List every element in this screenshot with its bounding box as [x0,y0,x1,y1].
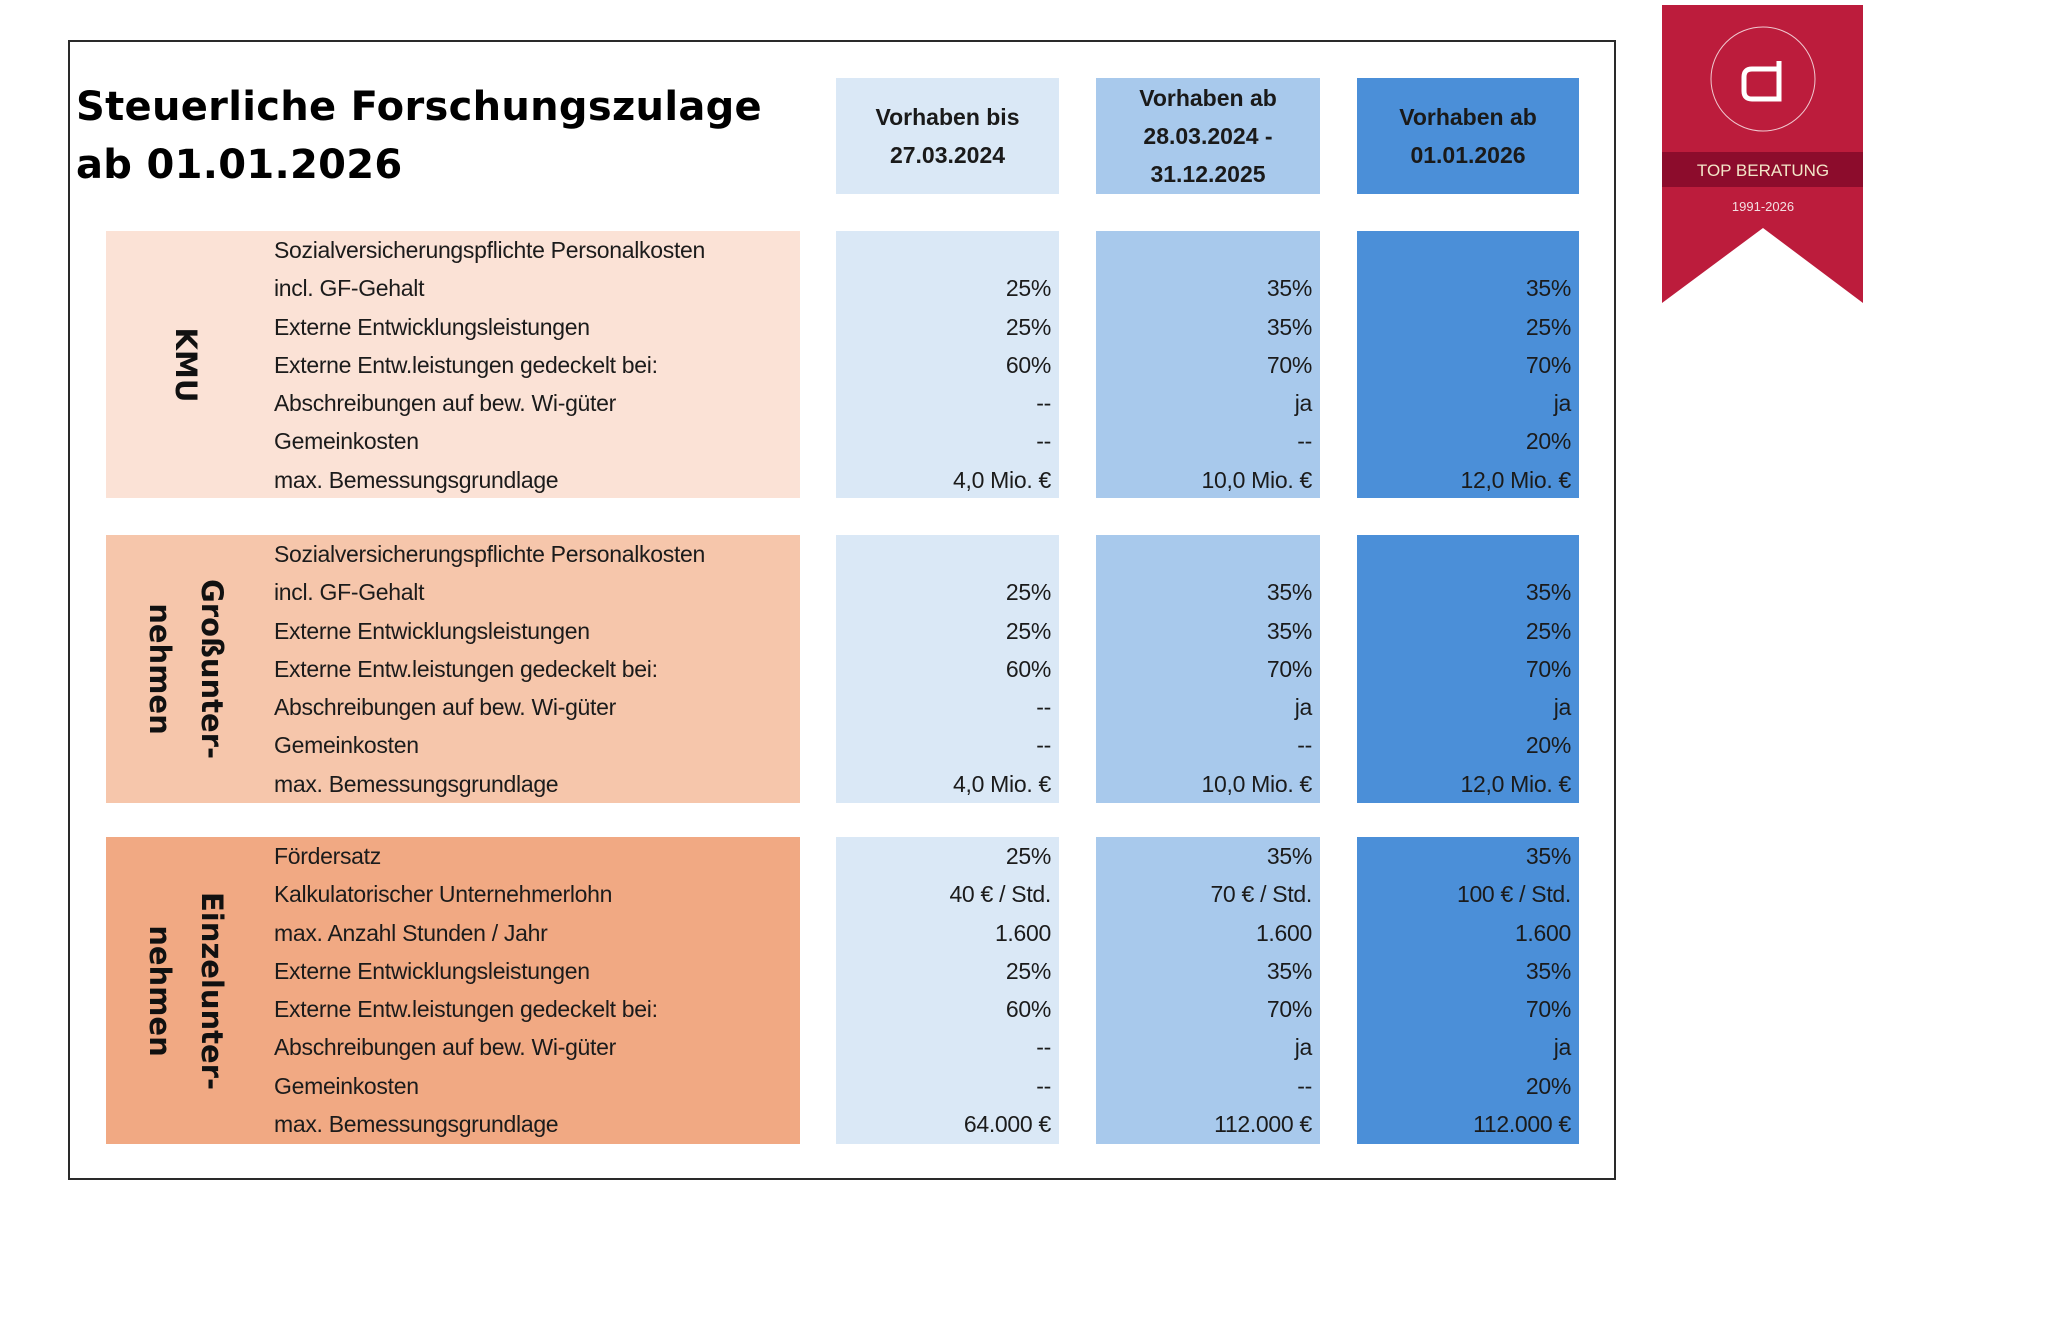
table-cell: 1.600 [1514,919,1571,946]
value-column-3 [1357,837,1579,1144]
row-label: Abschreibungen auf bew. Wi-güter [274,390,616,417]
table-cell: ja [1553,694,1571,721]
group-label-line: nehmen [143,924,177,1057]
table-cell: 60% [1005,655,1051,682]
table-cell: 70% [1525,351,1571,378]
header-line: 28.03.2024 - [1143,123,1273,149]
table-cell: 40 € / Std. [949,881,1051,908]
table-cell: 100 € / Std. [1456,881,1571,908]
row-label: Gemeinkosten [274,732,419,759]
table-cell [1096,535,1312,573]
table-cell: 35% [1266,843,1312,869]
table-cell: 112.000 € [1473,1111,1571,1138]
row-label: incl. GF-Gehalt [274,579,425,606]
table-cell: 35% [1266,617,1312,644]
group-label-rotated [134,891,238,1089]
row-label: Kalkulatorischer Unternehmerlohn [274,881,613,908]
table-cell: 4,0 Mio. € [953,770,1051,797]
table-cell: -- [1297,1072,1312,1099]
table-cell: -- [1297,428,1312,455]
group-label [106,837,266,1144]
group-label-line: Einzelunter- [195,891,229,1090]
row-label: max. Bemessungsgrundlage [274,466,559,493]
header-line: 01.01.2026 [1410,142,1526,168]
table-cell: 10,0 Mio. € [1201,466,1312,493]
table-cell: 1.600 [1255,919,1312,946]
table-cell: ja [1553,1034,1571,1061]
badge-band-text: TOP BERATUNG [1696,161,1830,180]
table-cell [836,231,1051,269]
row-label: Externe Entwicklungsleistungen [274,313,590,340]
row-label: Gemeinkosten [274,428,419,455]
table-cell: -- [1036,694,1051,721]
table-cell: 64.000 € [963,1111,1051,1138]
table-cell: 20% [1525,732,1571,759]
table-cell: 25% [1525,313,1571,340]
table-cell: 70% [1525,996,1571,1023]
row-label: Abschreibungen auf bew. Wi-güter [274,1034,616,1061]
table-cell: 25% [1005,275,1051,302]
table-cell: ja [1294,1034,1312,1061]
row-label: Externe Entw.leistungen gedeckelt bei: [274,655,658,682]
group-kmu [106,231,800,498]
value-column-1 [836,231,1059,498]
header-line: 31.12.2025 [1150,161,1266,187]
value-column-2 [1096,231,1320,498]
table-cell: 4,0 Mio. € [953,466,1051,493]
table-cell: ja [1553,390,1571,417]
row-label: max. Bemessungsgrundlage [274,1111,559,1138]
badge-years: 1991-2026 [1731,199,1795,214]
table-cell: ja [1294,694,1312,721]
table-cell: 20% [1525,428,1571,455]
table-cell [1357,535,1571,573]
table-cell: 25% [1005,957,1051,984]
table-cell: 60% [1005,996,1051,1023]
row-label: Externe Entw.leistungen gedeckelt bei: [274,351,658,378]
table-cell: 35% [1525,579,1571,606]
table-cell: 25% [1005,579,1051,606]
row-label: max. Anzahl Stunden / Jahr [274,919,548,946]
row-label: Externe Entw.leistungen gedeckelt bei: [274,996,658,1023]
group-label-rotated [160,327,212,402]
column-header-until-2024 [836,78,1059,194]
table-cell: 35% [1266,957,1312,984]
header-line: Vorhaben ab [1139,85,1277,111]
table-cell: 25% [1005,313,1051,340]
column-header-2024-2025 [1096,78,1320,194]
table-cell: 35% [1525,275,1571,302]
row-label: Externe Entwicklungsleistungen [274,957,590,984]
value-column-2 [1096,535,1320,803]
value-column-1 [836,535,1059,803]
value-column-3 [1357,231,1579,498]
table-cell: 35% [1525,843,1571,869]
row-label: Gemeinkosten [274,1072,419,1099]
table-cell: -- [1036,390,1051,417]
table-cell [1357,231,1571,269]
row-label: max. Bemessungsgrundlage [274,770,559,797]
table-cell: 112.000 € [1214,1111,1312,1138]
row-label: Fördersatz [274,843,381,869]
table-cell: 1.600 [994,919,1051,946]
group-label-line: nehmen [143,603,177,735]
row-labels [274,535,800,803]
table-cell: -- [1036,428,1051,455]
row-labels [274,231,800,499]
header-line: Vorhaben ab [1399,104,1537,130]
table-cell: 60% [1005,351,1051,378]
table-cell: 25% [1005,617,1051,644]
table-cell [836,535,1051,573]
table-cell: 35% [1266,313,1312,340]
table-cell: 70% [1266,996,1312,1023]
group-einzelunternehmen [106,837,800,1144]
table-cell: -- [1297,732,1312,759]
group-label-line: Großunter- [195,578,229,760]
table-cell: 10,0 Mio. € [1201,770,1312,797]
table-cell: -- [1036,732,1051,759]
table-cell: -- [1036,1072,1051,1099]
top-beratung-badge [1662,5,1863,303]
group-label [106,231,266,498]
row-labels [274,837,800,1143]
table-cell: 25% [1005,843,1051,869]
table-cell [1096,231,1312,269]
table-cell: 70 € / Std. [1210,881,1312,908]
title-line-2: ab 01.01.2026 [76,142,403,188]
row-label: incl. GF-Gehalt [274,275,425,302]
value-column-3 [1357,535,1579,803]
group-grossunternehmen [106,535,800,803]
table-cell: -- [1036,1034,1051,1061]
table-cell: 70% [1266,655,1312,682]
page-title [76,78,762,194]
table-cell: 70% [1266,351,1312,378]
group-label-line: KMU [169,327,203,402]
title-line-1: Steuerliche Forschungszulage [76,84,762,130]
table-cell: ja [1294,390,1312,417]
header-line: 27.03.2024 [889,142,1006,168]
row-label: Sozialversicherungspflichte Personalkosten [274,541,706,567]
table-cell: 12,0 Mio. € [1460,466,1571,493]
group-label-rotated [134,579,238,759]
row-label: Abschreibungen auf bew. Wi-güter [274,694,616,721]
header-line: Vorhaben bis [875,104,1020,130]
value-column-2 [1096,837,1320,1144]
value-column-1 [836,837,1059,1144]
table-cell: 20% [1525,1072,1571,1099]
row-label: Externe Entwicklungsleistungen [274,617,590,644]
table-cell: 25% [1525,617,1571,644]
row-label: Sozialversicherungspflichte Personalkosten [274,237,706,263]
table-cell: 12,0 Mio. € [1460,770,1571,797]
table-cell: 35% [1525,957,1571,984]
column-header-from-2026 [1357,78,1579,194]
table-cell: 35% [1266,579,1312,606]
table-cell: 70% [1525,655,1571,682]
group-label [106,535,266,803]
table-cell: 35% [1266,275,1312,302]
